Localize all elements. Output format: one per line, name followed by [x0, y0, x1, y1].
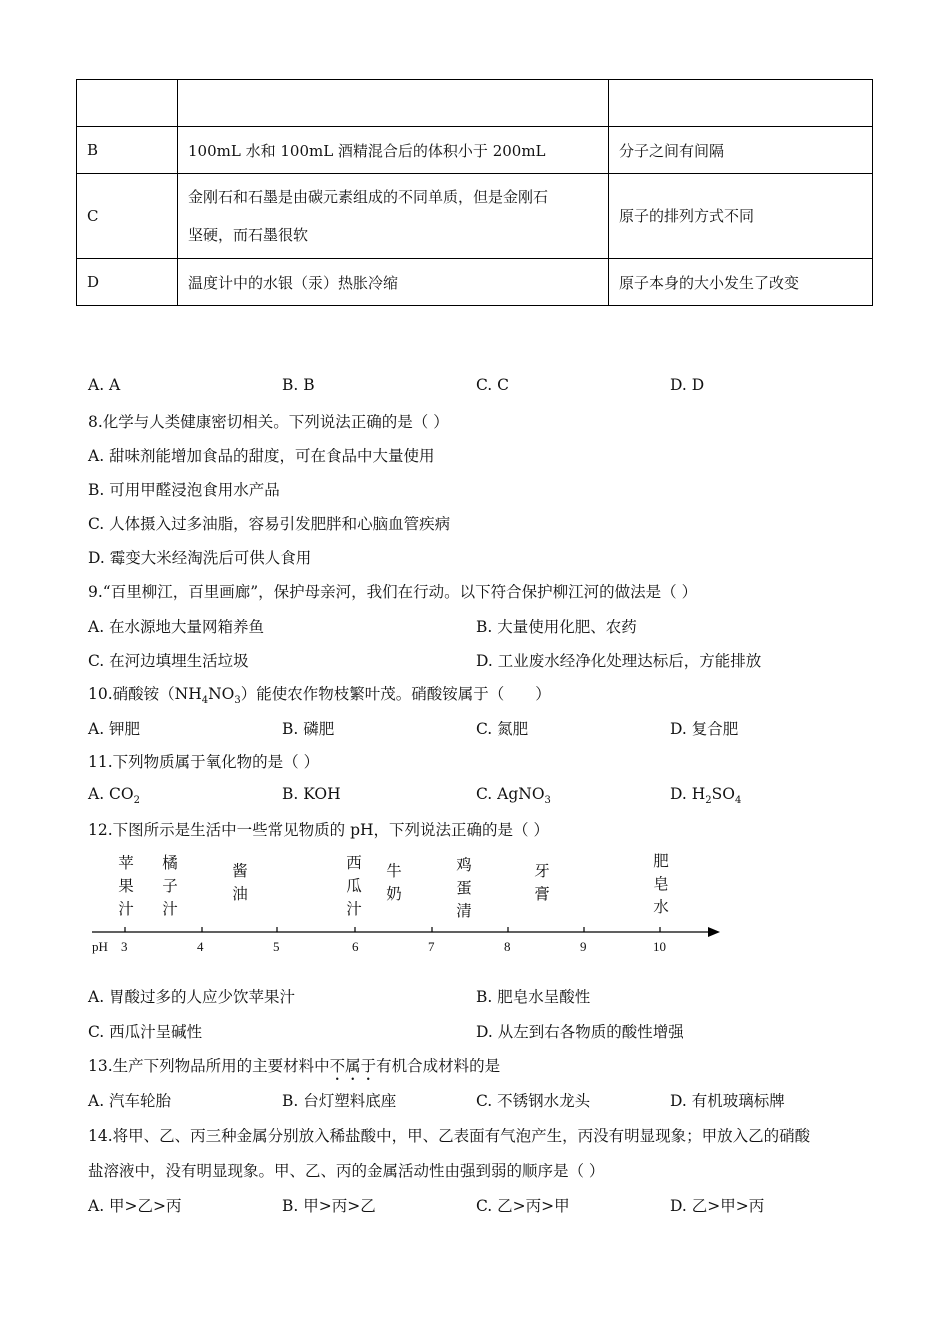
q12-option-c[interactable]: C. 西瓜汁呈碱性 [88, 1023, 203, 1041]
table-cell [178, 80, 609, 127]
q13-option-c[interactable]: C. 不锈钢水龙头 [476, 1092, 591, 1110]
label-char: 汁 [162, 900, 178, 918]
label-char: 肥 [653, 852, 669, 870]
label-char: 苹 [118, 854, 134, 872]
q11-option-c[interactable] [476, 785, 551, 806]
comparison-table [76, 79, 873, 306]
q10-stem-text: NO [208, 685, 235, 703]
label-char: 汁 [118, 900, 134, 918]
q9-option-c[interactable]: C. 在河边填埋生活垃圾 [88, 652, 249, 670]
table-row [77, 174, 873, 259]
q11-option-d[interactable] [670, 785, 741, 806]
ph-tick-label: 8 [504, 939, 511, 954]
ph-scale-figure [80, 848, 730, 963]
option-text: A. CO [88, 785, 134, 803]
q14-option-b[interactable]: B. 甲>丙>乙 [282, 1197, 376, 1215]
table-cell-line: 金刚石和石墨是由碳元素组成的不同单质，但是金刚石 [188, 188, 549, 206]
label-char: 西 [346, 854, 362, 872]
ph-tick-label: 3 [121, 939, 128, 954]
label-char: 奶 [386, 885, 402, 903]
table-cell: D [77, 259, 178, 306]
label-char: 橘 [162, 854, 178, 872]
table-cell: C [77, 174, 178, 259]
subscript: 3 [234, 695, 241, 707]
q11-option-a[interactable] [88, 785, 140, 806]
q8-option-c[interactable]: C. 人体摄入过多油脂，容易引发肥胖和心脑血管疾病 [88, 515, 451, 533]
label-char: 汁 [346, 900, 362, 918]
q10-option-a[interactable]: A. 钾肥 [88, 720, 141, 738]
label-char: 鸡 [456, 856, 472, 874]
table-cell: 100mL 水和 100mL 酒精混合后的体积小于 200mL [178, 127, 609, 174]
subscript: 4 [734, 795, 742, 807]
subscript: 3 [544, 795, 551, 807]
q7-option-b[interactable]: B. B [282, 376, 315, 394]
table-cell: 温度计中的水银（汞）热胀冷缩 [178, 259, 609, 306]
q13-stem-text: 13.生产下列物品所用的主要材料中 [88, 1057, 330, 1075]
ph-tick-label: 4 [197, 939, 204, 954]
table-cell: 分子之间有间隔 [609, 127, 873, 174]
label-char: 皂 [653, 875, 669, 893]
label-char: 膏 [534, 885, 550, 903]
subscript: 2 [133, 795, 140, 807]
label-char: 水 [653, 898, 669, 916]
q14-stem-line1: 14.将甲、乙、丙三种金属分别放入稀盐酸中，甲、乙表面有气泡产生，丙没有明显现象；甲放入乙的硝酸 [88, 1127, 811, 1145]
q11-option-b[interactable]: B. KOH [282, 785, 341, 803]
ph-tick-label: 7 [428, 939, 435, 954]
q12-option-d[interactable]: D. 从左到右各物质的酸性增强 [476, 1023, 684, 1041]
q10-option-d[interactable]: D. 复合肥 [670, 720, 739, 738]
table-row [77, 259, 873, 306]
table-cell [77, 80, 178, 127]
q9-stem: 9.“百里柳江，百里画廊”，保护母亲河，我们在行动。以下符合保护柳江河的做法是（ ） [88, 583, 698, 601]
label-char: 牙 [534, 862, 550, 880]
option-text: SO [711, 785, 735, 803]
table-cell: 原子的排列方式不同 [609, 174, 873, 259]
table-row [77, 80, 873, 127]
ph-axis-label: pH [92, 939, 108, 954]
table-cell-line: 坚硬，而石墨很软 [188, 226, 309, 244]
q14-option-a[interactable]: A. 甲>乙>丙 [88, 1197, 182, 1215]
option-text: D. H [670, 785, 706, 803]
q8-option-b[interactable]: B. 可用甲醛浸泡食用水产品 [88, 481, 280, 499]
q9-option-b[interactable]: B. 大量使用化肥、农药 [476, 618, 637, 636]
table-cell: 原子本身的大小发生了改变 [609, 259, 873, 306]
q7-option-c[interactable]: C. C [476, 376, 510, 394]
ph-tick-label: 5 [273, 939, 280, 954]
subscript: 2 [705, 795, 712, 807]
q13-option-d[interactable]: D. 有机玻璃标牌 [670, 1092, 785, 1110]
q11-stem: 11.下列物质属于氧化物的是（ ） [88, 753, 320, 771]
label-char: 子 [162, 877, 178, 895]
table-cell [609, 80, 873, 127]
q14-stem-line2: 盐溶液中，没有明显现象。甲、乙、丙的金属活动性由强到弱的顺序是（ ） [88, 1162, 605, 1180]
q8-stem: 8.化学与人类健康密切相关。下列说法正确的是（ ） [88, 413, 449, 431]
table-cell [178, 174, 609, 259]
q13-stem [88, 1054, 500, 1084]
ph-ticks [125, 927, 660, 932]
q13-option-a[interactable]: A. 汽车轮胎 [88, 1092, 172, 1110]
ph-tick-label: 9 [580, 939, 587, 954]
q7-option-a[interactable]: A. A [88, 376, 121, 394]
q10-stem-text: 10.硝酸铵（NH [88, 685, 202, 703]
label-char: 清 [456, 902, 472, 920]
label-char: 油 [232, 885, 248, 903]
label-char: 蛋 [456, 879, 472, 897]
ph-axis-svg [80, 848, 730, 963]
q10-option-c[interactable]: C. 氮肥 [476, 720, 529, 738]
q12-option-a[interactable]: A. 胃酸过多的人应少饮苹果汁 [88, 988, 296, 1006]
q14-option-c[interactable]: C. 乙>丙>甲 [476, 1197, 570, 1215]
ph-tick-label: 10 [653, 939, 666, 954]
ph-tick-label: 6 [352, 939, 359, 954]
q12-stem: 12.下图所示是生活中一些常见物质的 pH，下列说法正确的是（ ） [88, 821, 549, 839]
q10-stem-text: ）能使农作物枝繁叶茂。硝酸铵属于（ ） [240, 685, 551, 703]
label-char: 瓜 [346, 877, 362, 895]
label-char: 牛 [386, 862, 402, 880]
q10-stem [88, 682, 551, 706]
label-char: 酱 [232, 862, 248, 880]
q8-option-d[interactable]: D. 霉变大米经淘洗后可供人食用 [88, 549, 312, 567]
table-cell: B [77, 127, 178, 174]
subscript: 4 [201, 695, 209, 707]
table-row [77, 127, 873, 174]
q7-option-d[interactable]: D. D [670, 376, 705, 394]
label-char: 果 [118, 877, 134, 895]
option-text: C. AgNO [476, 785, 545, 803]
q10-option-b[interactable]: B. 磷肥 [282, 720, 335, 738]
q9-option-a[interactable]: A. 在水源地大量网箱养鱼 [88, 618, 265, 636]
q13-option-b[interactable]: B. 台灯塑料底座 [282, 1092, 397, 1110]
q8-option-a[interactable]: A. 甜味剂能增加食品的甜度，可在食品中大量使用 [88, 447, 435, 465]
q9-option-d[interactable]: D. 工业废水经净化处理达标后，方能排放 [476, 652, 762, 670]
q12-option-b[interactable]: B. 肥皂水呈酸性 [476, 988, 591, 1006]
q13-emphasis-text: 不属于 [329, 1057, 377, 1075]
q13-stem-text: 有机合成材料的是 [376, 1057, 501, 1075]
q14-option-d[interactable]: D. 乙>甲>丙 [670, 1197, 765, 1215]
ph-axis-arrow [708, 927, 720, 937]
